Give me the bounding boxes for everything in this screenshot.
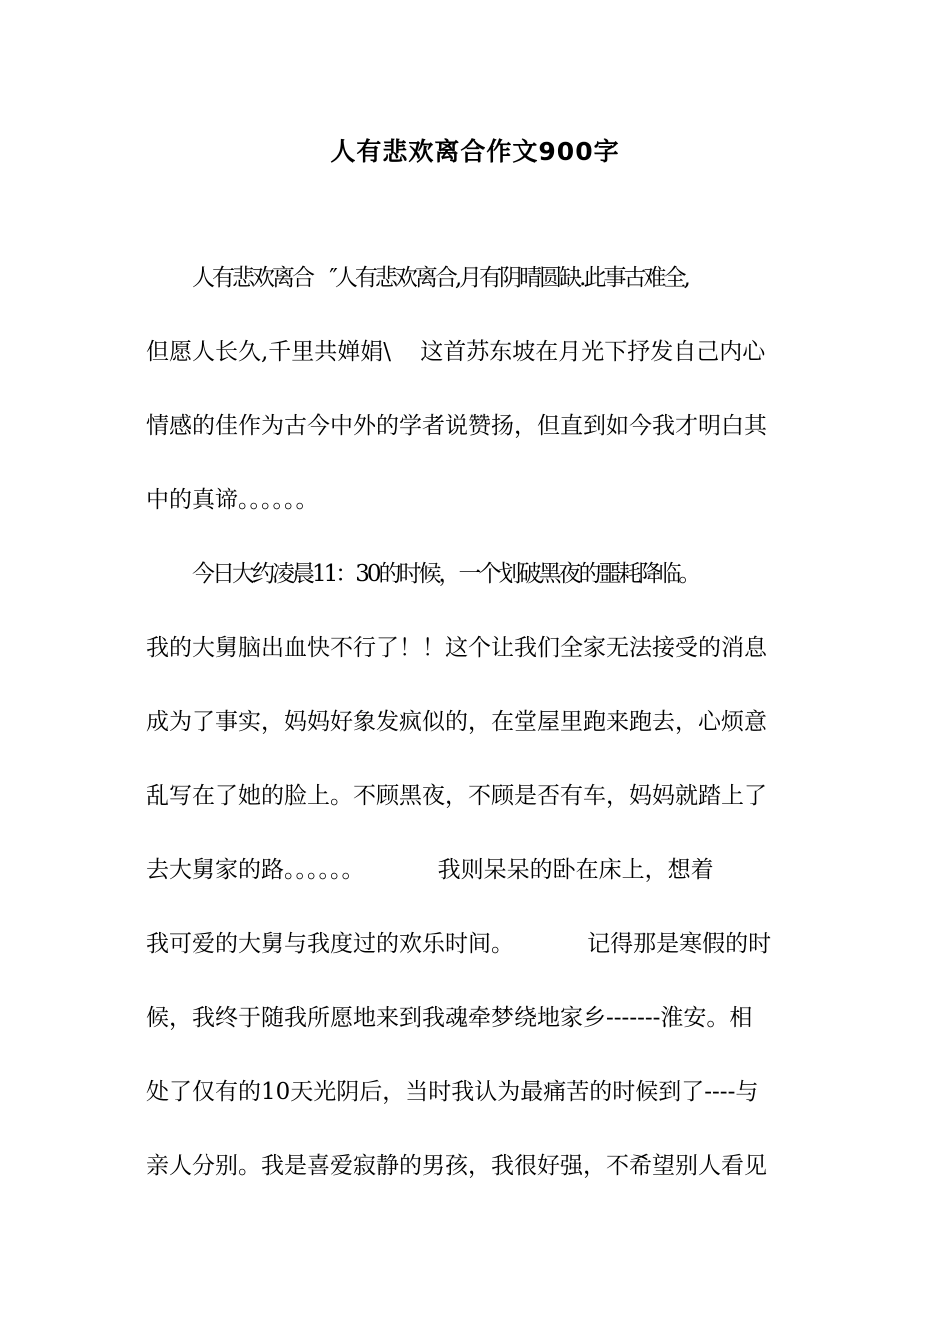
- body-line-3: 情感的佳作为古今中外的学者说赞扬，但直到如今我才明白其: [146, 413, 767, 439]
- body-line-10: 我可爱的大舅与我度过的欢乐时间。 记得那是寒假的时: [146, 931, 772, 957]
- body-line-9: 去大舅家的路。。。。。。 我则呆呆的卧在床上，想着: [146, 857, 714, 883]
- body-line-6: 我的大舅脑出血快不行了！！这个让我们全家无法接受的消息: [146, 635, 767, 661]
- document-title: 人有悲欢离合作文900字: [330, 137, 620, 166]
- body-line-7: 成为了事实，妈妈好象发疯似的，在堂屋里跑来跑去，心烦意: [146, 709, 767, 735]
- body-line-4: 中的真谛。。。。。。: [146, 487, 319, 513]
- body-line-11: 候，我终于随我所愿地来到我魂牵梦绕地家乡-------淮安。相: [146, 1005, 753, 1031]
- body-line-12: 处了仅有的10天光阴后，当时我认为最痛苦的时候到了----与: [146, 1079, 759, 1105]
- body-line-5: 今日大约凌晨11：30的时候，一个划破黑夜的噩耗降临。: [192, 561, 699, 587]
- body-line-13: 亲人分别。我是喜爱寂静的男孩，我很好强，不希望别人看见: [146, 1153, 767, 1179]
- body-line-1: 人有悲欢离合 ″人有悲欢离合,月有阴晴圆缺.此事古难全,: [192, 265, 688, 291]
- body-line-8: 乱写在了她的脸上。不顾黑夜，不顾是否有车，妈妈就踏上了: [146, 783, 767, 809]
- body-line-2: 但愿人长久,千里共婵娟\ 这首苏东坡在月光下抒发自己内心: [146, 339, 766, 365]
